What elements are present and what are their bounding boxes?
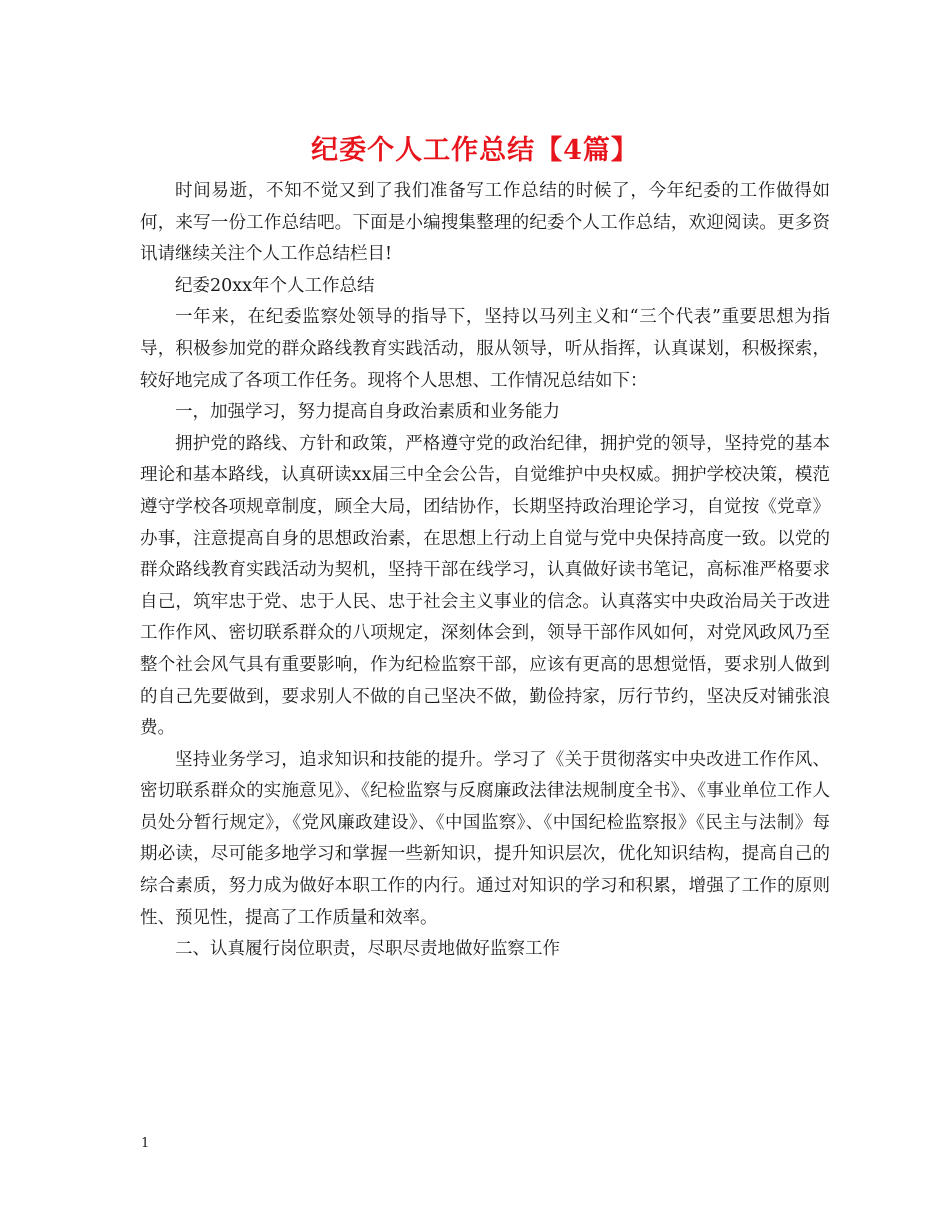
section-heading: 纪委20xx年个人工作总结: [175, 275, 375, 296]
body-paragraph: 拥护党的路线、方针和政策，严格遵守党的政治纪律，拥护党的领导，坚持党的基本理论和基本路线，认真研读xx届三中全会公告，自觉维护中央权威。拥护学校决策，模范遵守学校各项规章制度，顾全大局，团结协作，长期坚持政治理论学习，自觉按《党章》办事，注意提高自身的思想政治素，在思想上行动上自觉与党中央保持高度一致。以党的群众路线教育实践活动为契机，坚持干部在线学习，认真做好读书笔记，高标准严格要求自己，筑牢忠于党、忠于人民、忠于社会主义事业的信念。认真落实中央政治局关于改进工作作风、密切联系群众的八项规定，深刻体会到，领导干部作风如何，对党风政风乃至整个社会风气具有重要影响，作为纪检监察干部，应该有更高的思想觉悟，要求别人做到的自己先要做到，要求别人不做的自己坚决不做，勤俭持家，厉行节约，坚决反对铺张浪费。: [140, 433, 830, 739]
intro-paragraph: 时间易逝，不知不觉又到了我们准备写工作总结的时候了，今年纪委的工作做得如何，来写一份工作总结吧。下面是小编搜集整理的纪委个人工作总结，欢迎阅读。更多资讯请继续关注个人工作总结栏目!: [140, 181, 830, 265]
document-title: 纪委个人工作总结【4篇】: [311, 135, 639, 166]
subsection-heading: 二、认真履行岗位职责，尽职尽责地做好监察工作: [175, 939, 560, 960]
document-body: [140, 176, 830, 966]
body-paragraph: 坚持业务学习，追求知识和技能的提升。学习了《关于贯彻落实中央改进工作作风、密切联系群众的实施意见》、《纪检监察与反腐廉政法律法规制度全书》、《事业单位工作人员处分暂行规定》，《党风廉政建设》、《中国监察》、《中国纪检监察报》《民主与法制》每期必读，尽可能多地学习和掌握一些新知识，提升知识层次，优化知识结构，提高自己的综合素质，努力成为做好本职工作的内行。通过对知识的学习和积累，增强了工作的原则性、预见性，提高了工作质量和效率。: [140, 749, 830, 928]
page-number: 1: [141, 1136, 150, 1151]
body-paragraph: 一年来，在纪委监察处领导的指导下，坚持以马列主义和“三个代表”重要思想为指导，积极参加党的群众路线教育实践活动，服从领导，听从指挥，认真谋划，积极探索，较好地完成了各项工作任务。现将个人思想、工作情况总结如下：: [140, 307, 830, 391]
subsection-heading: 一，加强学习，努力提高自身政治素质和业务能力: [175, 402, 560, 423]
